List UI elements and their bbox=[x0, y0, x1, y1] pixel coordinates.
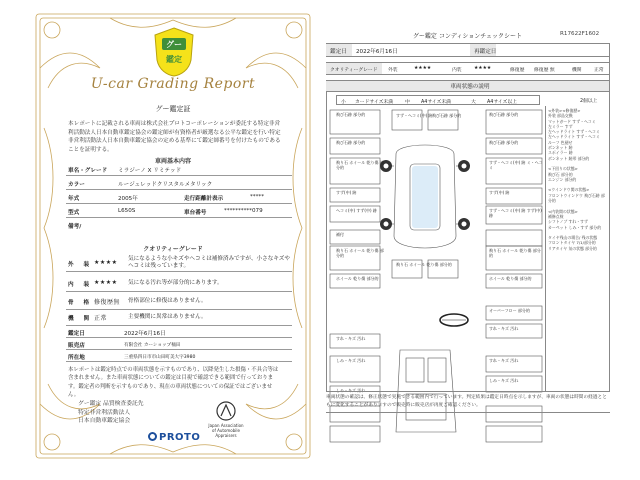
chassis-value: **********079 bbox=[224, 208, 263, 214]
right-note: 飛り石 ホイール 乾り傷 部分的 bbox=[489, 248, 541, 259]
rear-note: 飛り石 ホイール 乾り傷 部分的 bbox=[396, 262, 452, 267]
address-row bbox=[66, 350, 292, 362]
chassis-label: 車台番号 bbox=[184, 210, 207, 216]
grade-desc: 気になるような小キズやヘコミは補修済みですが、小さなキズやヘコミは残っています。 bbox=[128, 256, 290, 269]
right-note: すず(中) 跡 bbox=[489, 190, 510, 195]
sheet-repair-label: 修復歴 bbox=[510, 68, 525, 73]
grade-stars: 正常 bbox=[94, 315, 108, 322]
sheet-date-label: 鑑定日 bbox=[330, 49, 347, 55]
interior-note: すれ・キズ 汚れ bbox=[489, 326, 519, 331]
vehicle-year-row bbox=[66, 190, 292, 204]
model-label: 車名・グレード bbox=[68, 168, 108, 174]
legend-small-desc: カードサイズ未満 bbox=[355, 100, 393, 105]
jaaa-logo-icon bbox=[214, 400, 238, 422]
left-note: 飛び石跡 部分的 bbox=[336, 112, 366, 117]
right-note: 飛び石跡 部分的 bbox=[489, 112, 519, 117]
grade-desc: 骨格部位に修復はありません。 bbox=[128, 298, 207, 304]
right-note: すず・ヘコミ(中) 跡 ミ・ヘコミ bbox=[489, 160, 543, 171]
sheet-engine-label: 機関 bbox=[572, 68, 582, 73]
status-section-heading: 車両状態の説明 bbox=[450, 84, 490, 90]
certificate-title: U-car Grading Report bbox=[90, 76, 256, 92]
size-legend bbox=[336, 95, 540, 105]
certificate-notice: 本レポートは鑑定時点での車両状態を示すものであり、以降発生した損傷・不具合等は含まれません。また車両状態についての鑑定は目視で確認できる範囲で行っております。鑑定者の判断を示すものであり、現在の車両状態についての保証ではございません。 bbox=[68, 367, 279, 399]
left-note: ヘコミ(中) すず(中) 跡 bbox=[336, 208, 377, 213]
issuer-line: 日本自動車鑑定協会 bbox=[78, 418, 131, 424]
left-note: 補付 bbox=[336, 232, 344, 237]
front-note: すず・ヘコミ(中) 跡 bbox=[396, 113, 433, 118]
legend-large-desc: A4サイズ以上 bbox=[487, 100, 517, 105]
proto-text: PROTO bbox=[159, 432, 201, 443]
sheet-repair-value: 修復歴 無 bbox=[534, 68, 555, 73]
sheet-date-value: 2022年6月16日 bbox=[356, 49, 398, 55]
sheet-grade-label: クオリティーグレード bbox=[330, 68, 378, 73]
interior-note: しみ・キズ 汚れ bbox=[489, 378, 519, 383]
date-label: 鑑定日 bbox=[68, 331, 85, 337]
quality-section-heading: クオリティーグレード bbox=[143, 246, 203, 253]
grade-row-engine bbox=[66, 308, 292, 326]
sheet-exterior-label: 外装 bbox=[388, 68, 398, 73]
vehicle-section-heading: 車両基本内容 bbox=[154, 158, 191, 165]
sheet-interior-label: 内装 bbox=[452, 68, 462, 73]
sheet-title: グー鑑定 コンディションチェックシート bbox=[412, 33, 523, 40]
grade-label: 外 装 bbox=[68, 262, 94, 268]
issuer-line: 特定非営利活動法人 bbox=[78, 409, 131, 416]
grade-desc: 主要機関に異常はありません。 bbox=[128, 314, 207, 320]
grade-desc: 気になる汚れ等が部分的にあります。 bbox=[128, 280, 223, 286]
dealer-label: 販売店 bbox=[68, 343, 85, 349]
jaaa-emblem bbox=[206, 400, 246, 438]
grade-label: 機 関 bbox=[68, 316, 94, 322]
notes-label: 備考/ bbox=[68, 224, 82, 230]
color-label: カラー bbox=[68, 182, 85, 188]
legend-small-label: 小 bbox=[341, 100, 346, 105]
vehicle-model-row bbox=[66, 162, 292, 176]
grade-row-exterior bbox=[66, 254, 292, 272]
right-note: ホイール 乾り傷 部分的 bbox=[489, 276, 532, 281]
sheet-footer: 車両状態の確認は、修正状態で実施できる範囲内で行っています。判定結果は鑑定日時点を示しますが、車両の状態は時間の経過とともに変化することがありますので販売時に販売店が再度ご確認ください。 bbox=[326, 395, 607, 408]
mileage-value: ***** bbox=[250, 194, 264, 200]
interior-note: しみ・キズ 汚れ bbox=[336, 358, 366, 363]
legend-medium-label: 中 bbox=[405, 100, 410, 105]
grading-certificate bbox=[30, 8, 316, 464]
dealer-value: 有限会社 カーショップ桶田 bbox=[124, 343, 181, 348]
vehicle-type-row bbox=[66, 204, 292, 218]
goo-kantei-logo bbox=[151, 26, 197, 78]
issuer-block bbox=[78, 400, 198, 426]
left-note: すず(中) 跡 bbox=[336, 190, 357, 195]
type-value: L650S bbox=[118, 208, 136, 214]
grade-stars: 修復歴無 bbox=[94, 299, 121, 306]
year-value: 2005年 bbox=[118, 196, 138, 202]
jaaa-caption: Japan Association of Automobile Appraisers bbox=[208, 423, 244, 438]
interior-note: オーバーフロー 部分的 bbox=[489, 308, 530, 313]
left-note: 飛り石 ホイール 乾り傷 部分的 bbox=[336, 248, 384, 259]
issuer-line: グー鑑定 品質検査委託先 bbox=[78, 401, 144, 407]
year-label: 年式 bbox=[68, 196, 80, 202]
left-note: 飛り石 ホイール 乾り傷 部分的 bbox=[336, 160, 384, 171]
left-note: ホイール 乾り傷 部分的 bbox=[336, 276, 379, 281]
right-note: 飛び石跡 部分的 bbox=[489, 140, 519, 145]
model-value: ミラジーノ X リミテッド bbox=[118, 168, 182, 174]
proto-logo bbox=[148, 432, 200, 443]
front-note: 飛び石跡 部分的 bbox=[432, 113, 462, 118]
grade-label: 骨 格 bbox=[68, 300, 94, 306]
color-value: ルージュレッドクリスタルメタリック bbox=[118, 182, 213, 188]
logo-top-text: グー bbox=[166, 40, 182, 49]
grade-stars: ★★★★ bbox=[94, 279, 118, 286]
detail-notes: <外装><修復歴> 外装 部品交換 マットガード すず・ヘコミ 左ミラー すず 左ヘッドライト すず・ヘコミ 左ヘッドライト すず・ヘコミ ルーフ 色褪せ ボンネット 跡 スポイラー 跡 ボンネット 跡形 部分的 <下回りの状態> 飛び石 部分的 エンジン 部分的 <ウインドウ関の状態> フロントウインドウ 飛び石跡 部分的 <内装関の状態> 補修点検 シフトノブ すれ・すず カーペット しみ・すず 部分的 タイヤ残山の場合/ 残の状態 フロントタイヤ 7/1/部分的 リアタイヤ 気の状態 部分的 bbox=[548, 108, 605, 251]
sheet-exterior-value: ★★★★ bbox=[414, 66, 432, 71]
proto-mark-icon bbox=[148, 432, 157, 441]
sheet-engine-value: 正常 bbox=[594, 68, 604, 73]
legend-medium-desc: A4サイズ未満 bbox=[421, 100, 451, 105]
sheet-interior-value: ★★★★ bbox=[474, 66, 492, 71]
legend-large-label: 大 bbox=[471, 100, 476, 105]
interior-note: すれ・キズ 汚れ bbox=[336, 336, 366, 341]
type-label: 型式 bbox=[68, 210, 80, 216]
vehicle-color-row bbox=[66, 176, 292, 190]
grade-label: 内 装 bbox=[68, 282, 94, 288]
address-label: 所在地 bbox=[68, 355, 85, 361]
sheet-reexam-label: 再鑑定日 bbox=[474, 49, 497, 55]
mileage-label: 走行距離計表示 bbox=[184, 196, 224, 202]
logo-bottom-text: 鑑定 bbox=[166, 55, 182, 64]
notes-row bbox=[66, 218, 292, 232]
legend-extra: 2個以上 bbox=[580, 99, 598, 104]
grade-row-interior bbox=[66, 274, 292, 292]
certificate-intro: 本レポートに記載される車両は株式会社プロトコーポレーションが委託する特定非営利活動法人日本自動車鑑定協会の鑑定師が有資格者が厳選なる公平な鑑定を行い特定非営利活動法人日本自動車鑑定協会の定める基準にて鑑定師番号を付けたものであることを証明する。 bbox=[68, 121, 281, 153]
interior-note: すれ・キズ 汚れ bbox=[489, 358, 519, 363]
dealer-row bbox=[66, 338, 292, 350]
left-note: 飛び石跡 部分的 bbox=[336, 140, 366, 145]
certificate-subtitle: グー鑑定証 bbox=[155, 105, 191, 113]
address-value: 三重県四日市市山田町美大字3980 bbox=[124, 355, 196, 360]
right-note: すず・ヘコミ(中) 跡 すず(中) 跡 bbox=[489, 208, 542, 219]
sheet-number: R17622F1602 bbox=[560, 31, 600, 37]
grade-stars: ★★★★ bbox=[94, 259, 118, 266]
date-value: 2022年6月16日 bbox=[124, 331, 166, 337]
appraisal-date-row bbox=[66, 326, 292, 338]
